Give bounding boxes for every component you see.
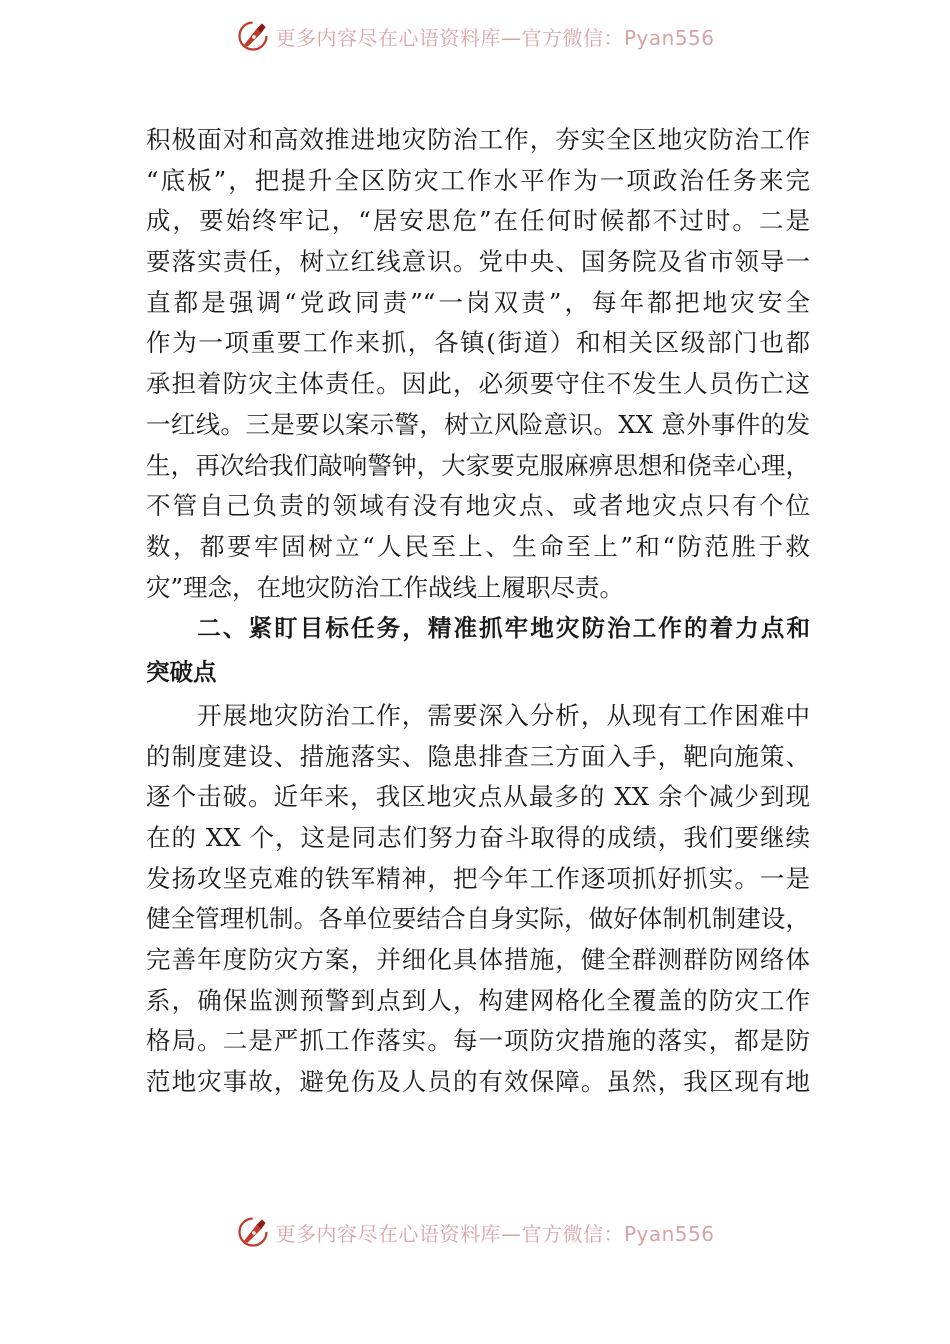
- text-line: 作为一项重要工作来抓，各镇(街道）和相关区级部门也都: [146, 328, 810, 358]
- paragraph-2: [146, 696, 810, 1103]
- text-line: 开展地灾防治工作，需要深入分析，从现有工作困难中: [146, 700, 810, 730]
- text-line: “底板”，把提升全区防灾工作水平作为一项政治任务来完: [146, 165, 810, 195]
- text-line: 格局。二是严抓工作落实。每一项防灾措施的落实，都是防: [146, 1026, 810, 1056]
- text-line: 一红线。三是要以案示警，树立风险意识。XX 意外事件的发: [146, 409, 810, 439]
- heading-line: 二、紧盯目标任务，精准抓牢地灾防治工作的着力点和: [146, 614, 810, 643]
- document-body: [146, 120, 810, 1103]
- text-line: 不管自己负责的领域有没有地灾点、或者地灾点只有个位: [146, 491, 810, 521]
- text-line: 数，都要牢固树立“人民至上、生命至上”和“防范胜于救: [146, 531, 810, 561]
- text-line: 在的 XX 个，这是同志们努力奋斗取得的成绩，我们要继续: [146, 823, 810, 852]
- pen-nib-logo-icon: [235, 1214, 271, 1250]
- text-line: 灾”理念，在地灾防治工作战线上履职尽责。: [146, 572, 625, 602]
- heading-line: 突破点: [146, 657, 217, 686]
- text-line: 要落实责任，树立红线意识。党中央、国务院及省市领导一: [146, 247, 810, 277]
- text-line: 范地灾事故，避免伤及人员的有效保障。虽然，我区现有地: [146, 1067, 810, 1097]
- text-line: 承担着防灾主体责任。因此，必须要守住不发生人员伤亡这: [146, 369, 810, 399]
- text-line: 逐个击破。近年来，我区地灾点从最多的 XX 余个减少到现: [146, 782, 810, 812]
- header-banner: [0, 14, 950, 58]
- text-line: 生，再次给我们敲响警钟，大家要克服麻痹思想和侥幸心理，: [146, 450, 810, 480]
- pen-nib-logo-icon: [235, 18, 271, 54]
- section-heading: [146, 608, 810, 696]
- text-line: 积极面对和高效推进地灾防治工作，夯实全区地灾防治工作: [146, 125, 810, 154]
- text-line: 系，确保监测预警到点到人，构建网格化全覆盖的防灾工作: [146, 985, 810, 1015]
- footer-banner: [0, 1210, 950, 1254]
- text-line: 的制度建设、措施落实、隐患排查三方面入手，靶向施策、: [146, 741, 810, 771]
- text-line: 成，要始终牢记，“居安思危”在任何时候都不过时。二是: [146, 206, 810, 236]
- text-line: 完善年度防灾方案，并细化具体措施，健全群测群防网络体: [146, 945, 810, 975]
- header-banner-text: 更多内容尽在心语资料库—官方微信：Pyan556: [275, 25, 715, 50]
- footer-banner-text: 更多内容尽在心语资料库—官方微信：Pyan556: [275, 1221, 715, 1246]
- text-line: 健全管理机制。各单位要结合自身实际，做好体制机制建设，: [146, 904, 810, 934]
- text-line: 直都是强调“党政同责”“一岗双责”，每年都把地灾安全: [146, 287, 810, 317]
- text-line: 发扬攻坚克难的铁军精神，把今年工作逐项抓好抓实。一是: [146, 863, 810, 893]
- paragraph-1: [146, 120, 810, 608]
